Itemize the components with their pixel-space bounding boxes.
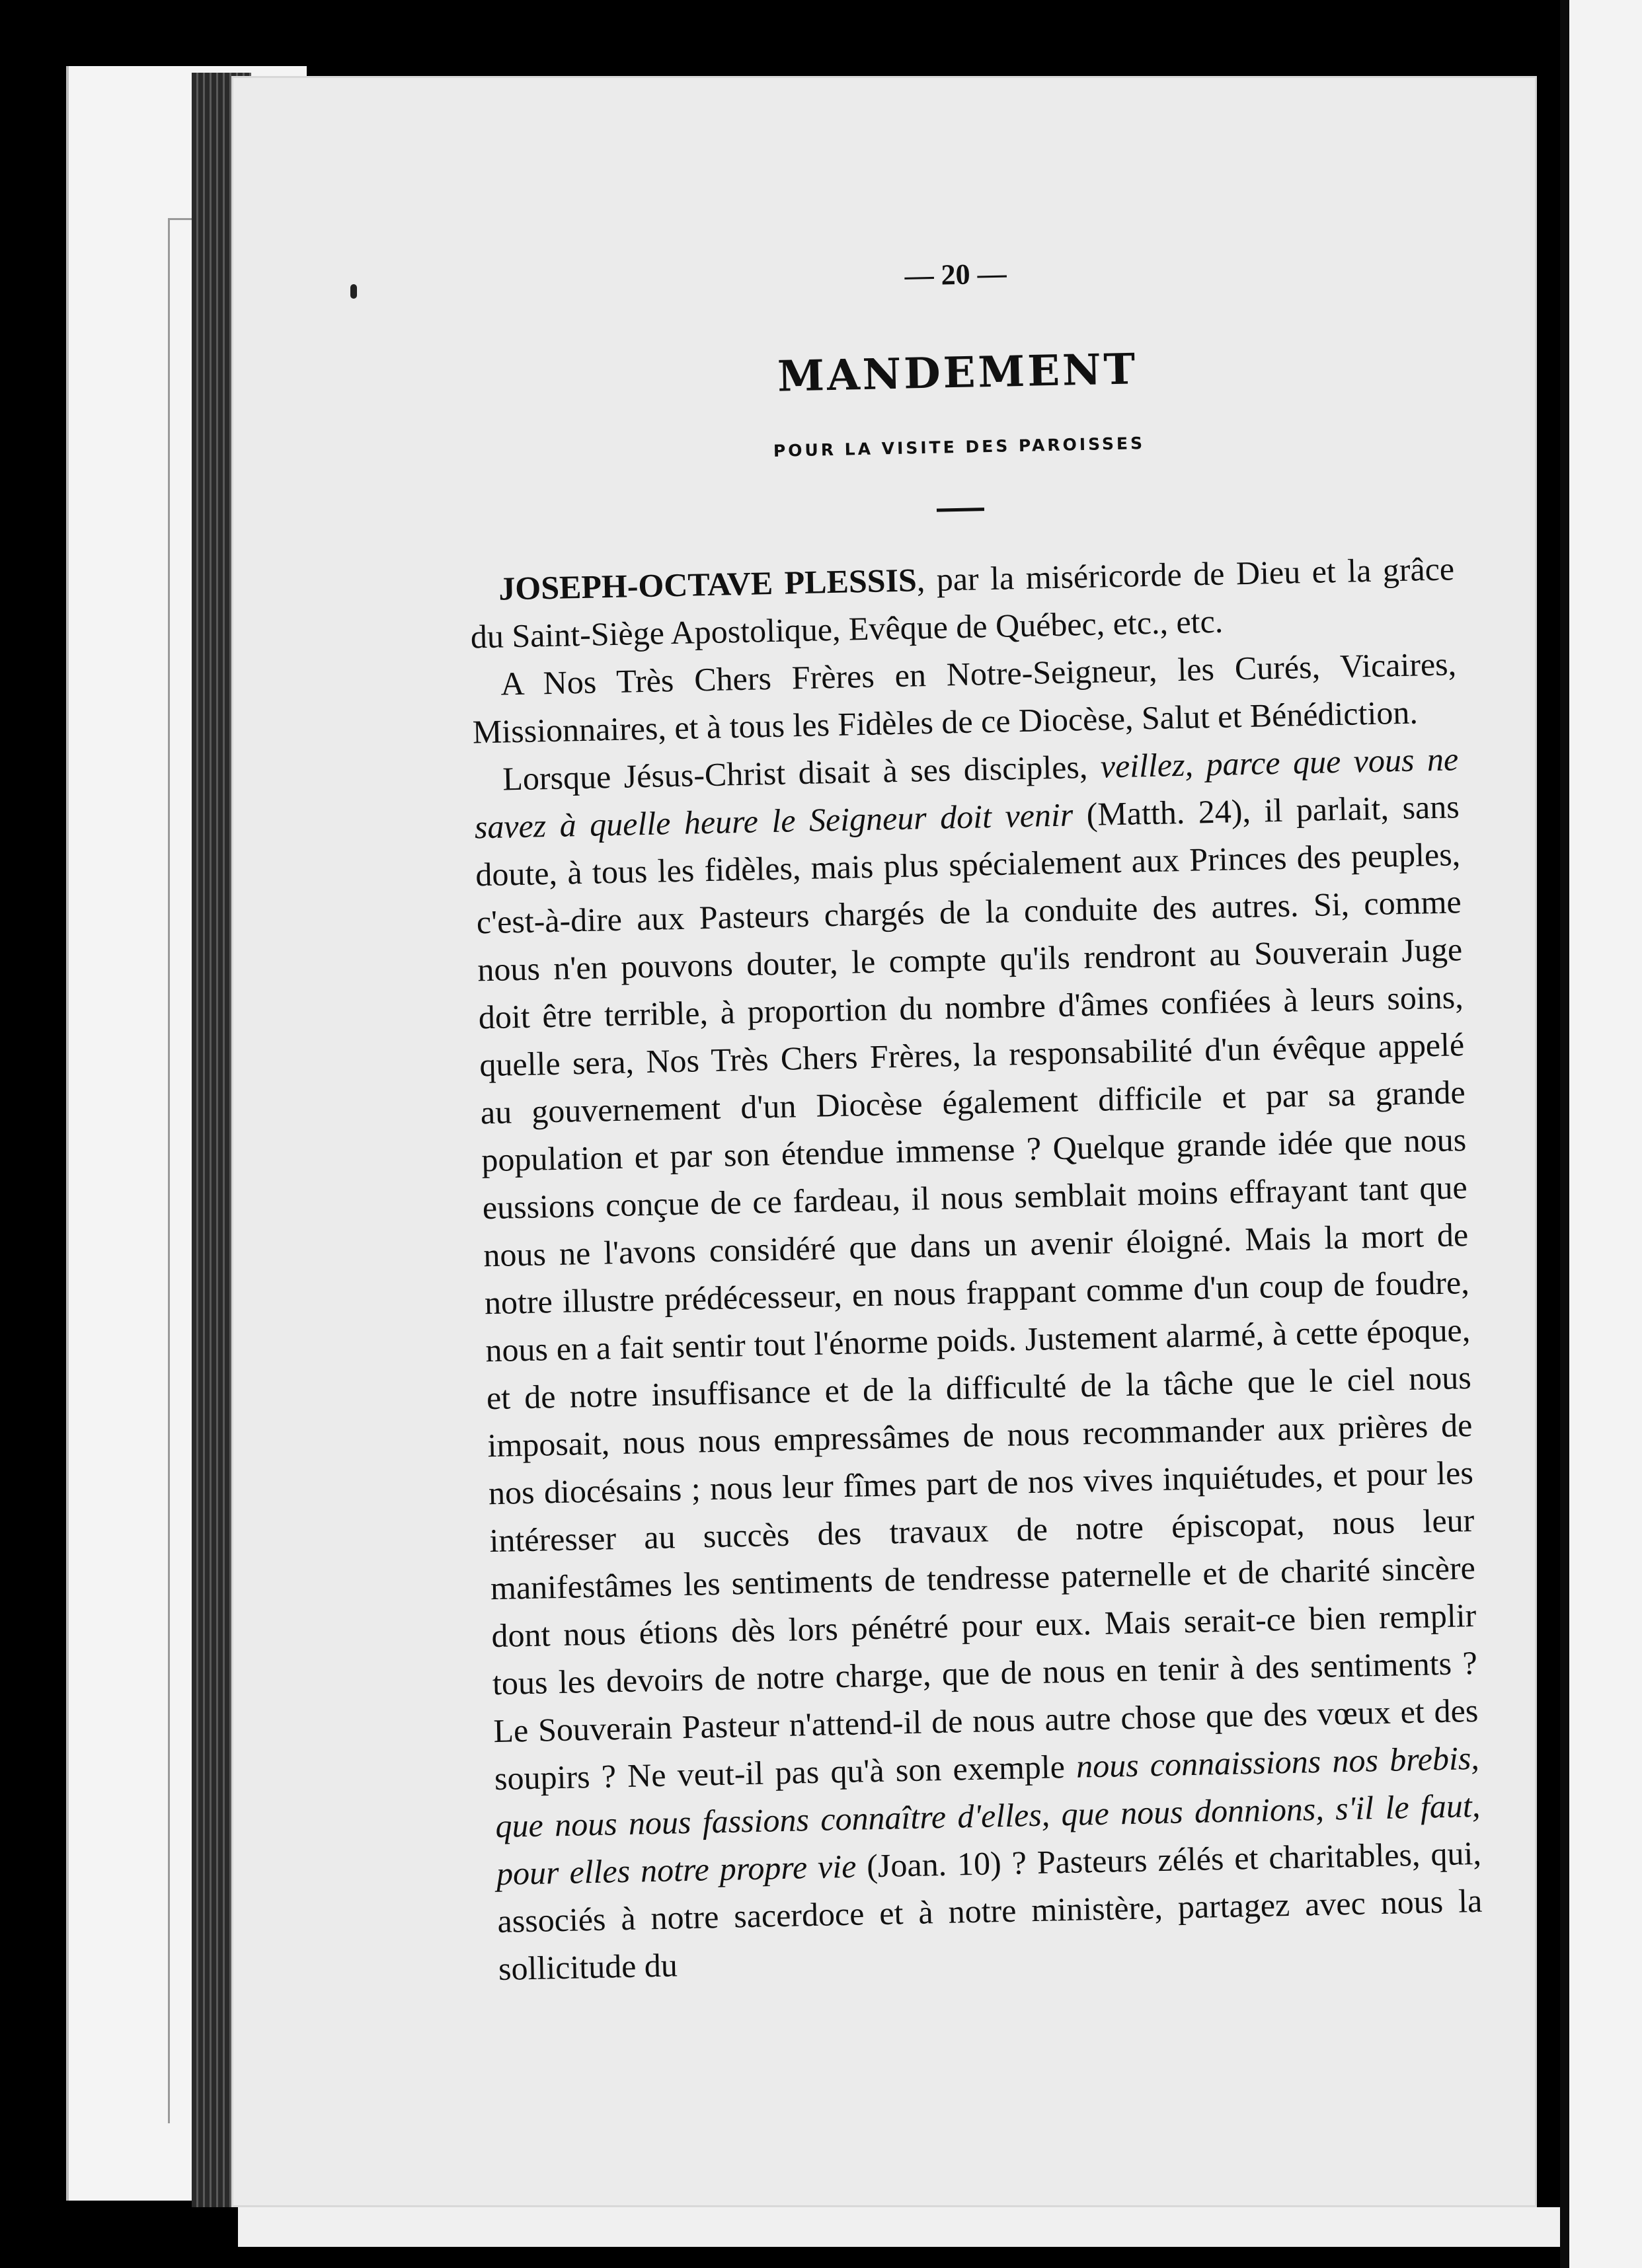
- page-content: [463, 247, 1483, 1992]
- body-text-a: Lorsque Jésus-Christ disait à ses disciples,: [502, 747, 1101, 798]
- ink-speck: [350, 284, 357, 299]
- document-subtitle: POUR LA VISITE DES PAROISSES: [773, 434, 1146, 461]
- body-text-b: (Matth. 24), il parlait, sans doute, à tous les fidèles, mais plus spécialement aux Princes des peuples, c'est-à-dire aux Pasteurs chargés de la conduite des autres. Si, comme nous n'en pouvons douter, le compte qu'ils rendront au Souverain Juge doit être terrible, à proportion du nombre d'âmes confiées à leurs soins, quelle sera, Nos Très Chers Frères, la responsabilité d'un évêque appelé au gouvernement d'un Diocèse également difficile et par sa grande population et par son étendue immense ? Quelque grande idée que nous eussions conçue de ce fardeau, il nous semblait moins effrayant tant que nous ne l'avons considéré que dans un avenir éloigné. Mais la mort de notre illustre prédécesseur, en nous frappant comme d'un coup de foudre, nous en a fait sentir tout l'énorme poids. Justement alarmé, à cette époque, et de notre insuffisance et de la difficulté de la tâche que le ciel nous imposait, nous nous empressâmes de nous recommander aux prières de nos diocésains ; nous leur fîmes part de nos vives inquiétudes, et pour les intéresser au succès des travaux de notre épiscopat, nous leur manifestâmes les sentiments de tendresse paternelle et de charité sincère dont nous étions dès lors pénétré pour eux. Mais serait-ce bien remplir tous les devoirs de notre charge, que de nous en tenir à des sentiments ? Le Souverain Pasteur n'attend-il de nous autre chose que des vœux et des soupirs ? Ne veut-il pas qu'à son exemple: [475, 788, 1479, 1797]
- scripture-quote-matthew: veillez, parce que vous ne savez à quelle heure le Seigneur doit venir: [474, 740, 1459, 846]
- bishop-titles: , par la miséricorde de Dieu et la grâce du Saint-Siège Apostolique, Evêque de Québec, etc., etc.: [470, 550, 1455, 656]
- bishop-name: JOSEPH-OCTAVE PLESSIS: [498, 561, 918, 607]
- scripture-quote-john: nous connaissions nos brebis, que nous nous fassions connaître d'elles, que nous donnions, s'il le faut, pour elles notre propre vie: [494, 1739, 1481, 1893]
- page-number: — 20 —: [904, 257, 1007, 292]
- bottom-margin: [238, 2207, 1560, 2247]
- title-rule: [937, 508, 984, 512]
- body-paragraph: [473, 735, 1484, 1992]
- address-paragraph: A Nos Très Chers Frères en Notre-Seigneur, les Curés, Vicaires, Missionnaires, et à tous les Fidèles de ce Diocèse, Salut et Bénédiction.: [472, 645, 1457, 751]
- facing-page-edge: [1560, 0, 1642, 2268]
- body-text-c: (Joan. 10) ? Pasteurs zélés et charitables, qui, associés à notre sacerdoce et à notre ministère, partagez avec nous la sollicitude du: [496, 1834, 1483, 1988]
- document-title: MANDEMENT: [777, 344, 1138, 402]
